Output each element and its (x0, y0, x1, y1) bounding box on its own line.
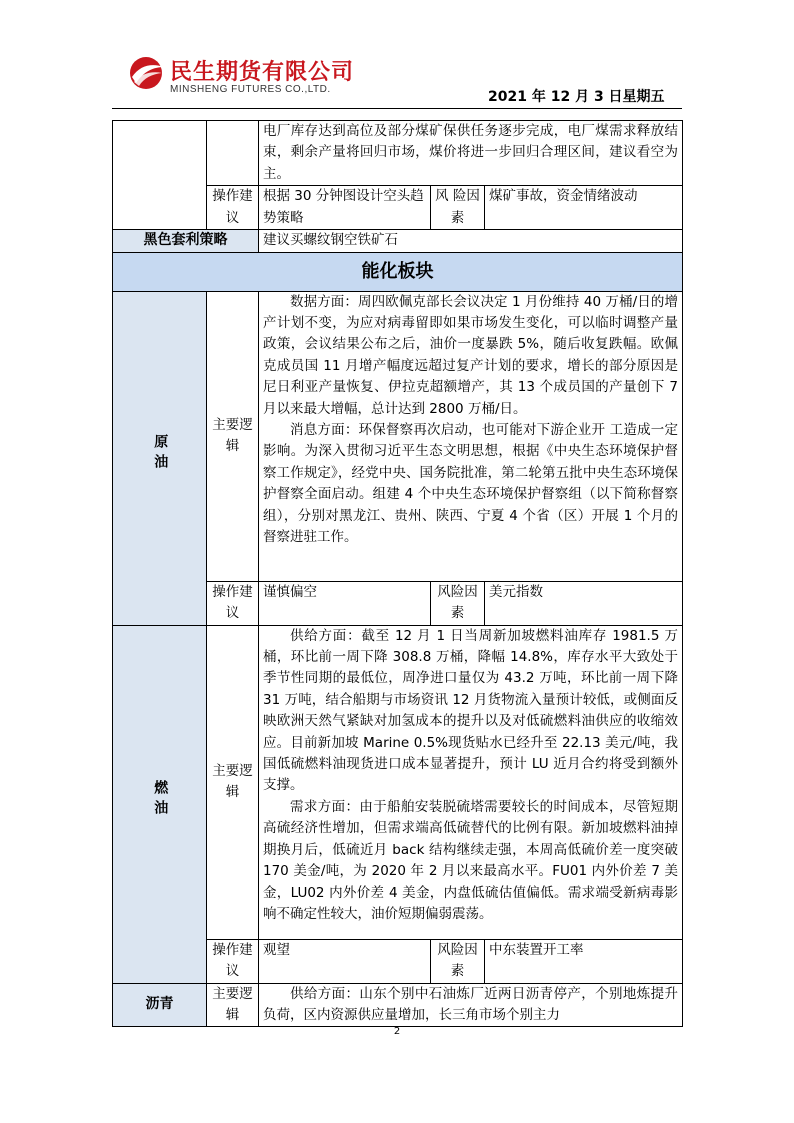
company-logo (128, 55, 368, 101)
strategy-table (112, 120, 683, 1027)
report-date: 2021 年 12 月 3 日星期五 (488, 89, 665, 105)
crude-para-news: 消息方面：环保督察再次启动，也可能对下游企业开 工造成一定影响。为深入贯彻习近平生态文明思想，根据《中央生态环境保护督察工作规定》，经党中央、国务院批准，第二轮第五批中央生态环境保护督察全面启动。组建 4 个中央生态环境保护督察组（以下简称督察组），分别对黑龙江、贵州、陕西、宁夏 4 个省（区）开展 1 个月的督察进驻工作。 (263, 422, 678, 546)
company-name-cn: 民生期货有限公司 (170, 60, 355, 85)
asphalt-logic-label: 主要逻辑 (207, 983, 259, 1027)
category-crude-label: 原油 (152, 434, 169, 475)
fuel-op-label: 操作建议 (207, 939, 259, 983)
continued-category-cell (113, 121, 207, 230)
fuel-logic-text (259, 625, 683, 939)
continued-logic-paragraph: 电厂库存达到高位及部分煤矿保供任务逐步完成，电厂煤需求释放结束，剩余产量将回归市场，煤价将进一步回归合理区间，建议看空为主。 (263, 123, 678, 182)
category-asphalt (113, 983, 207, 1027)
fuel-risk-value: 中东装置开工率 (485, 939, 683, 983)
asphalt-logic-text (259, 983, 683, 1027)
crude-logic-label: 主要逻辑 (207, 291, 259, 581)
crude-para-data: 数据方面：周四欧佩克部长会议决定 1 月份维持 40 万桶/日的增产计划不变，为应对病毒留即如果市场发生变化，可以临时调整产量政策，会议结果公布之后，油价一度暴跌 5%，随后收复跌幅。欧佩克成员国 11 月增产幅度远超过复产计划的要求，增长的部分原因是尼日利亚产量恢复、伊拉克超额增产，其 13 个成员国的产量创下 7 月以来最大增幅，总计达到 2800 万桶/日。 (263, 293, 678, 417)
op-value: 根据 30 分钟图设计空头趋势策略 (259, 186, 431, 230)
continued-logic-text (259, 121, 683, 186)
section-title: 能化板块 (113, 252, 683, 291)
category-fuel (113, 625, 207, 983)
crude-op-value: 谨慎偏空 (259, 581, 431, 625)
op-label: 操作建议 (207, 186, 259, 230)
asphalt-para-supply: 供给方面：山东个别中石油炼厂近两日沥青停产，个别地炼提升负荷，区内资源供应量增加，长三角市场个别主力 (263, 985, 678, 1024)
category-crude (113, 291, 207, 625)
category-fuel-label: 燃油 (152, 780, 169, 821)
crude-logic-text (259, 291, 683, 581)
crude-risk-label: 风险因素 (431, 581, 485, 625)
black-arb-value: 建议买螺纹钢空铁矿石 (259, 230, 683, 252)
fuel-logic-label: 主要逻辑 (207, 625, 259, 939)
header-divider (112, 108, 682, 109)
risk-value: 煤矿事故，资金情绪波动 (485, 186, 683, 230)
continued-logic-label-cell (207, 121, 259, 186)
crude-risk-value: 美元指数 (485, 581, 683, 625)
fuel-para-demand: 需求方面：由于船舶安装脱硫塔需要较长的时间成本，尽管短期高硫经济性增加，但需求端高低硫替代的比例有限。新加坡燃料油掉期换月后，低硫近月 back 结构继续走强，本周高低硫价差一度突破 170 美金/吨，为 2020 年 2 月以来最高水平。FU01 内外价差 7 美金，LU02 内外价差 4 美金，内盘低硫估值偏低。需求端受新病毒影响不确定性较大，油价短期偏弱震荡。 (263, 798, 678, 922)
fuel-para-supply: 供给方面：截至 12 月 1 日当周新加坡燃料油库存 1981.5 万桶，环比前一周下降 308.8 万桶，降幅 14.8%，库存水平大致处于季节性同期的最低位，周净进口量仅为 43.2 万吨，环比前一周下降 31 万吨，结合船期与市场资讯 12 月货物流入量预计较低，或侧面反映欧洲天然气紧缺对加氢成本的提升以及对低硫燃料油供应的收缩效应。目前新加坡 Marine 0.5%现货贴水已经升至 22.13 美元/吨，我国低硫燃料油现货进口成本显著提升，预计 LU 近月合约将受到额外支撑。 (263, 627, 678, 794)
logo-mark-icon (128, 55, 166, 91)
company-name-en: MINSHENG FUTURES CO.,LTD. (170, 84, 331, 95)
fuel-risk-label: 风险因素 (431, 939, 485, 983)
black-arb-label: 黑色套利策略 (113, 230, 259, 252)
page-number: 2 (393, 1026, 401, 1037)
risk-label: 风 险因素 (431, 186, 485, 230)
fuel-op-value: 观望 (259, 939, 431, 983)
crude-op-label: 操作建议 (207, 581, 259, 625)
category-asphalt-label: 沥青 (145, 996, 174, 1013)
